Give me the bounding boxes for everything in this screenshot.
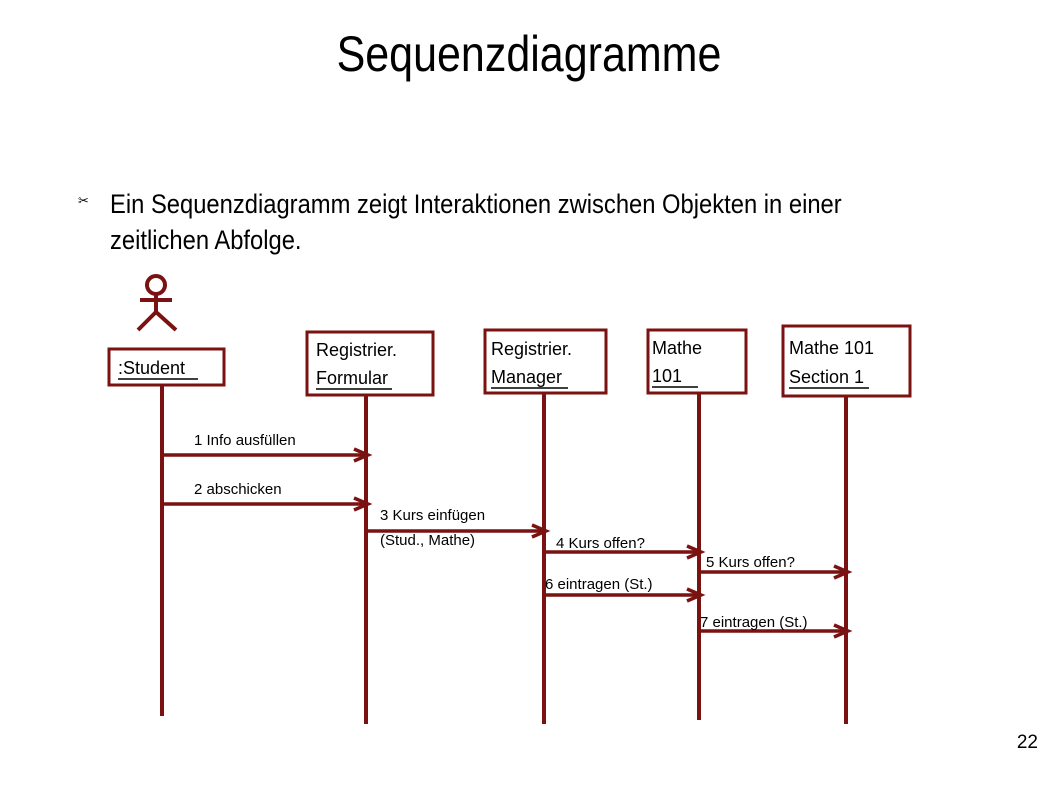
object-label: Registrier. — [316, 340, 398, 360]
page-number: 22 — [1016, 732, 1038, 753]
object-registrier-formular — [307, 332, 433, 395]
message-7 — [699, 614, 848, 637]
object-label: Section 1 — [789, 367, 865, 387]
object-label: Mathe 101 — [789, 338, 875, 358]
message-label: 6 eintragen (St.) — [545, 576, 653, 593]
object-label: Mathe — [652, 338, 703, 358]
object-mathe-101 — [648, 330, 746, 393]
message-5 — [699, 554, 848, 578]
object-label: 101 — [652, 366, 683, 386]
message-2 — [162, 481, 368, 510]
stick-figure-icon — [138, 276, 176, 330]
message-3 — [366, 507, 546, 549]
message-label: 5 Kurs offen? — [706, 554, 795, 571]
object-student — [109, 349, 224, 385]
page-title: Sequenzdiagramme — [336, 26, 722, 82]
object-label: :Student — [118, 358, 186, 378]
scissors-icon: ✂ — [78, 194, 89, 209]
object-label: Registrier. — [491, 339, 573, 359]
object-mathe-101-section-1 — [783, 326, 910, 396]
message-1 — [162, 432, 368, 461]
message-label: 1 Info ausfüllen — [194, 432, 296, 449]
message-label: 3 Kurs einfügen — [380, 507, 486, 524]
message-6 — [544, 576, 701, 601]
message-label: 2 abschicken — [194, 481, 282, 498]
message-label: (Stud., Mathe) — [380, 532, 476, 549]
object-label: Manager — [491, 367, 563, 387]
message-4 — [544, 535, 701, 558]
object-label: Formular — [316, 368, 389, 388]
object-registrier-manager — [485, 330, 606, 393]
message-label: 7 eintragen (St.) — [700, 614, 808, 631]
bullet-text: Ein Sequenzdiagramm zeigt Interaktionen zwischen Objekten in einer zeitlichen Abfolge. — [110, 189, 842, 255]
message-label: 4 Kurs offen? — [556, 535, 645, 552]
